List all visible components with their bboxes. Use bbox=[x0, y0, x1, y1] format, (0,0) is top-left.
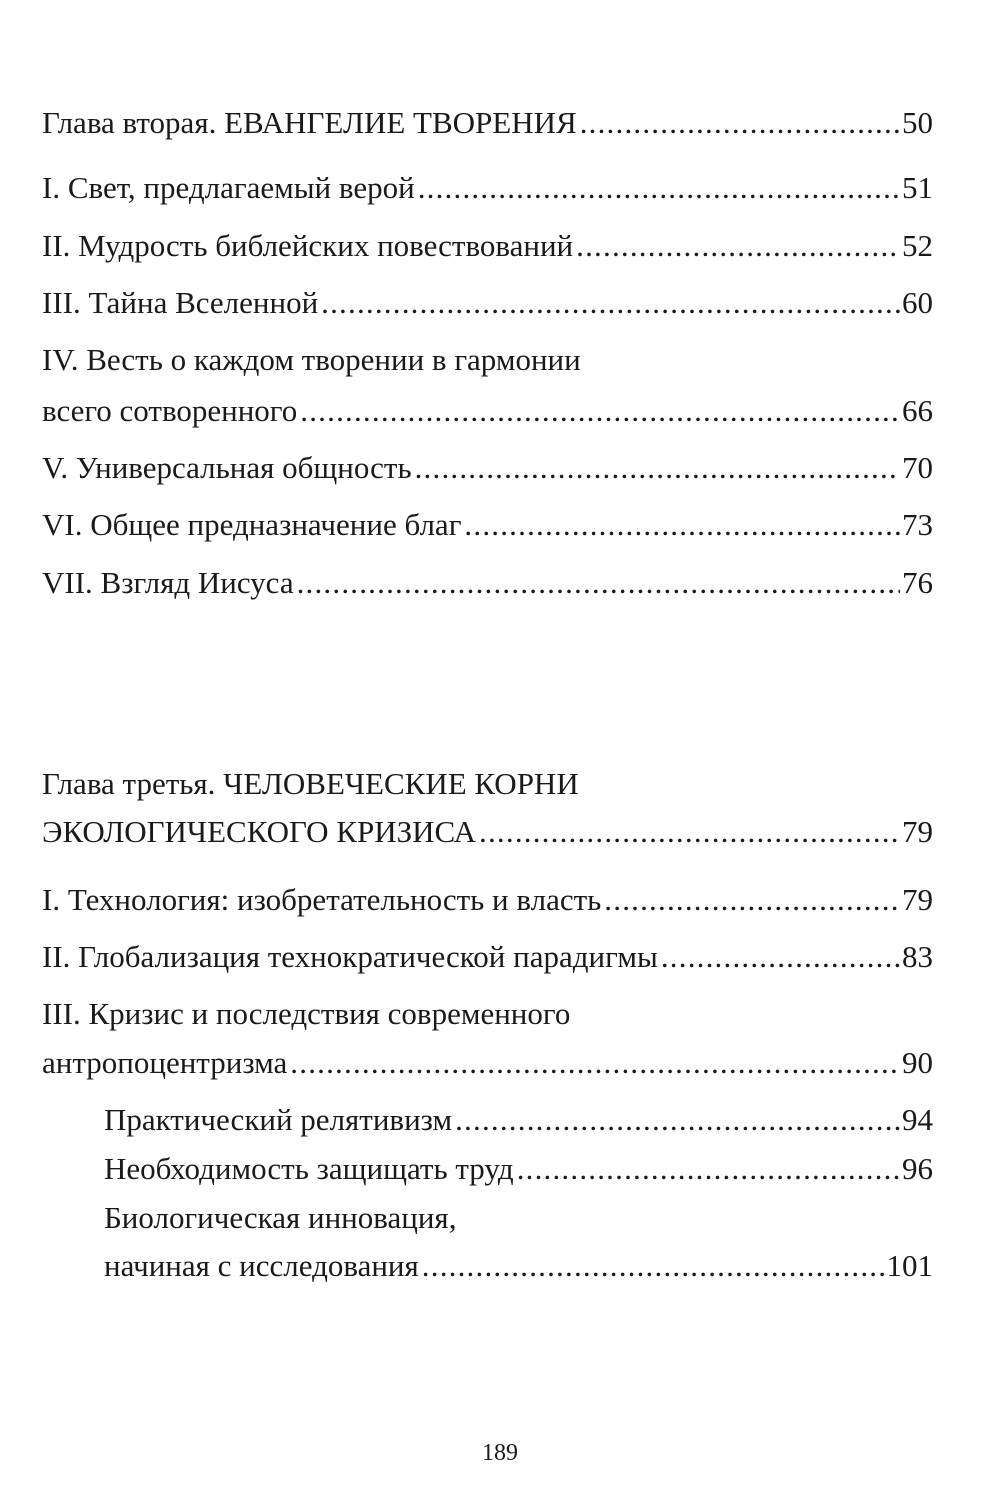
toc-entry[interactable] bbox=[42, 446, 933, 490]
toc-entry-page: 60 bbox=[902, 285, 933, 320]
toc-subentry-label-line1: Биологическая инновация, bbox=[104, 1200, 457, 1235]
toc-subentry[interactable] bbox=[104, 1244, 933, 1288]
toc-entry-page: 52 bbox=[902, 228, 933, 263]
leader-dots bbox=[517, 1147, 900, 1191]
toc-entry-label: всего сотворенного bbox=[42, 393, 298, 428]
toc-entry-label: I. Технология: изобретательность и власть bbox=[42, 882, 602, 917]
leader-dots bbox=[661, 935, 900, 979]
toc-entry[interactable] bbox=[42, 935, 933, 979]
toc-entry[interactable] bbox=[42, 878, 933, 922]
toc-entry-page: 76 bbox=[902, 565, 933, 600]
toc-entry[interactable] bbox=[42, 1041, 933, 1085]
leader-dots bbox=[580, 101, 900, 145]
page-number: 189 bbox=[482, 1440, 518, 1466]
toc-entry-label: I. Свет, предлагаемый верой bbox=[42, 170, 415, 205]
toc-subentry[interactable] bbox=[104, 1147, 933, 1191]
toc-entry-page: 66 bbox=[902, 393, 933, 428]
toc-entry-label-line1: III. Кризис и последствия современного bbox=[42, 996, 571, 1031]
toc-subentry[interactable] bbox=[104, 1098, 933, 1142]
toc-entry[interactable] bbox=[42, 281, 933, 325]
toc-entry-label: антропоцентризма bbox=[42, 1045, 288, 1080]
toc-entry-page: 90 bbox=[902, 1045, 933, 1080]
toc-entry-label: ЭКОЛОГИЧЕСКОГО КРИЗИСА bbox=[42, 814, 477, 849]
toc-entry-page: 70 bbox=[902, 450, 933, 485]
toc-entry-page: 79 bbox=[902, 814, 933, 849]
toc-entry-label: Глава вторая. ЕВАНГЕЛИЕ ТВОРЕНИЯ bbox=[42, 105, 577, 140]
leader-dots bbox=[297, 561, 900, 605]
toc-entry-label: Необходимость защищать труд bbox=[104, 1151, 514, 1186]
toc-chapter-3-heading[interactable] bbox=[42, 810, 933, 854]
leader-dots bbox=[290, 1041, 900, 1085]
leader-dots bbox=[422, 1244, 885, 1288]
toc-entry[interactable] bbox=[42, 389, 933, 433]
leader-dots bbox=[479, 810, 900, 854]
toc-entry-page: 96 bbox=[902, 1151, 933, 1186]
leader-dots bbox=[464, 503, 900, 547]
leader-dots bbox=[418, 166, 900, 210]
leader-dots bbox=[321, 281, 900, 325]
toc-entry-label: II. Мудрость библейских повествований bbox=[42, 228, 574, 263]
toc-entry-page: 101 bbox=[886, 1248, 933, 1283]
toc-entry-label: II. Глобализация технократической парадигмы bbox=[42, 939, 658, 974]
leader-dots bbox=[415, 446, 900, 490]
toc-entry-label: V. Универсальная общность bbox=[42, 450, 412, 485]
toc-entry-label: VI. Общее предназначение благ bbox=[42, 507, 462, 542]
toc-chapter-3-heading-line1: Глава третья. ЧЕЛОВЕЧЕСКИЕ КОРНИ bbox=[42, 766, 579, 801]
toc-entry-page: 51 bbox=[902, 170, 933, 205]
toc-entry[interactable] bbox=[42, 224, 933, 268]
toc-entry-label: III. Тайна Вселенной bbox=[42, 285, 319, 320]
toc-entry-label: начиная с исследования bbox=[104, 1248, 419, 1283]
toc-entry[interactable] bbox=[42, 166, 933, 210]
leader-dots bbox=[455, 1098, 900, 1142]
toc-entry-page: 79 bbox=[902, 882, 933, 917]
leader-dots bbox=[300, 389, 900, 433]
toc-entry-page: 83 bbox=[902, 939, 933, 974]
toc-entry-page: 94 bbox=[902, 1102, 933, 1137]
toc-entry-label: Практический релятивизм bbox=[104, 1102, 453, 1137]
leader-dots bbox=[604, 878, 900, 922]
toc-entry-page: 50 bbox=[902, 105, 933, 140]
toc-entry[interactable] bbox=[42, 503, 933, 547]
toc-chapter-2-heading[interactable] bbox=[42, 101, 933, 145]
toc-entry-label-line1: IV. Весть о каждом творении в гармонии bbox=[42, 342, 581, 377]
toc-entry-label: VII. Взгляд Иисуса bbox=[42, 565, 294, 600]
toc-entry[interactable] bbox=[42, 561, 933, 605]
leader-dots bbox=[576, 224, 900, 268]
toc-entry-page: 73 bbox=[902, 507, 933, 542]
